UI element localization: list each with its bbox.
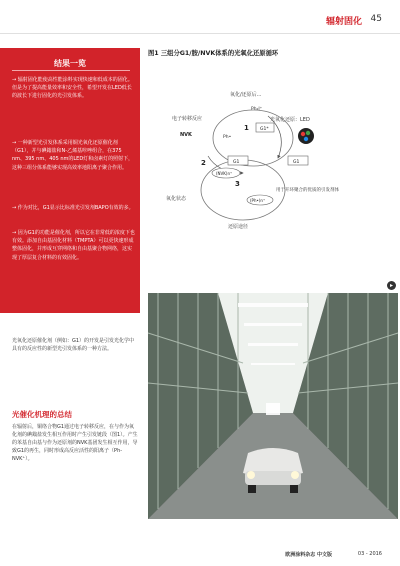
label-step-1: 1 [244, 124, 249, 132]
label-g1-right: G1 [293, 160, 300, 165]
header-divider [0, 33, 400, 34]
summary-paragraph-1: → 辐射固化能使高性能涂料实现快速和低成本的固化。但是为了提高能量效率和安全性，希望开发在LED低长的波长下进行固化的光引发体系。 [12, 77, 133, 100]
led-icon [298, 128, 314, 144]
intro-paragraph: 光氧化还原催化剂（例如：G1）的开发是引发光化学中具有的反应性的新型光引发体系的一种方法。 [12, 338, 135, 352]
label-nvk-cation: (NVK)n⁺ [216, 171, 233, 176]
label-ph-cation: (Ph•)n⁺ [250, 198, 266, 203]
label-cation-polymerization: 用于开环聚合的优质的引发剂体 [276, 188, 339, 193]
label-g1-left: G1 [233, 160, 240, 165]
continue-arrow-icon: ▸ [387, 281, 396, 290]
footer-issue: 03 - 2016 [357, 551, 382, 557]
lower-cycle [201, 160, 285, 220]
figure-title: 图1 三组分G1/胺/NVK体系的光氧化还原循环 [148, 50, 279, 57]
label-electron-transfer: 电子转移反应 [172, 116, 203, 122]
label-reduction-route: 还原途径 [228, 224, 249, 230]
section-heading: 光催化机理的总结 [12, 410, 72, 419]
section-paragraph: 在辐射后，铜络合物G1通过电子转移反应，在与作为氧化剂的碘鎓盐发生相互作用时产生引发链段（图1）。产生的苯基自由基与作为还原剂的NVK基团发生相互作用，导致G1的再生，同时形成高反应活性的阳离子（Ph-NVK⁺）。 [12, 424, 138, 462]
label-step-3: 3 [235, 180, 240, 188]
summary-divider [12, 70, 130, 71]
label-step-2: 2 [201, 159, 206, 167]
car-photo [148, 293, 398, 519]
label-led-step: 光氧化还原：LED [270, 117, 310, 123]
page-number: 45 [370, 14, 382, 24]
photoredox-cycle-diagram [148, 78, 339, 278]
summary-paragraph-3: → 作为对比，G1显示比标准光引发剂BAPO有效的多。 [12, 205, 134, 211]
label-ph-i: Ph₂I⁺ [251, 107, 263, 112]
label-ph-radical: Ph• [223, 135, 232, 140]
label-nvk: NVK [180, 132, 192, 138]
summary-paragraph-4: → 因为G1的功能是催化剂，所以它在非常低的浓度下也有效。添加自由基固化材料（TMPTA）可以更快速形成整体固化，并形成互穿网络和自由基聚合物网络，这实现了厚层复合材料的有效固化。 [12, 230, 135, 261]
page-footer [0, 542, 400, 566]
section-title: 辐射固化 [325, 17, 362, 27]
footer-magazine: 欧洲涂料杂志 中文版 [285, 552, 332, 558]
label-oxidation-state: 氧化状态 [166, 196, 187, 202]
label-g1-star: G1* [260, 127, 269, 132]
page-header [0, 0, 400, 30]
summary-heading: 结果一览 [54, 59, 86, 68]
label-radical-curing: 氧化/还原后... [230, 92, 262, 98]
summary-paragraph-2: → 一种新型光引发体系采用铜光氧化还原催化剂（G1），并与碘鎓盐和N-乙烯基咔唑组合，在375 nm、395 nm、405 nm的LED灯和卤素灯的照射下，这种三组分体系能够实现高效率地阳离子聚合作用。 [12, 140, 134, 171]
